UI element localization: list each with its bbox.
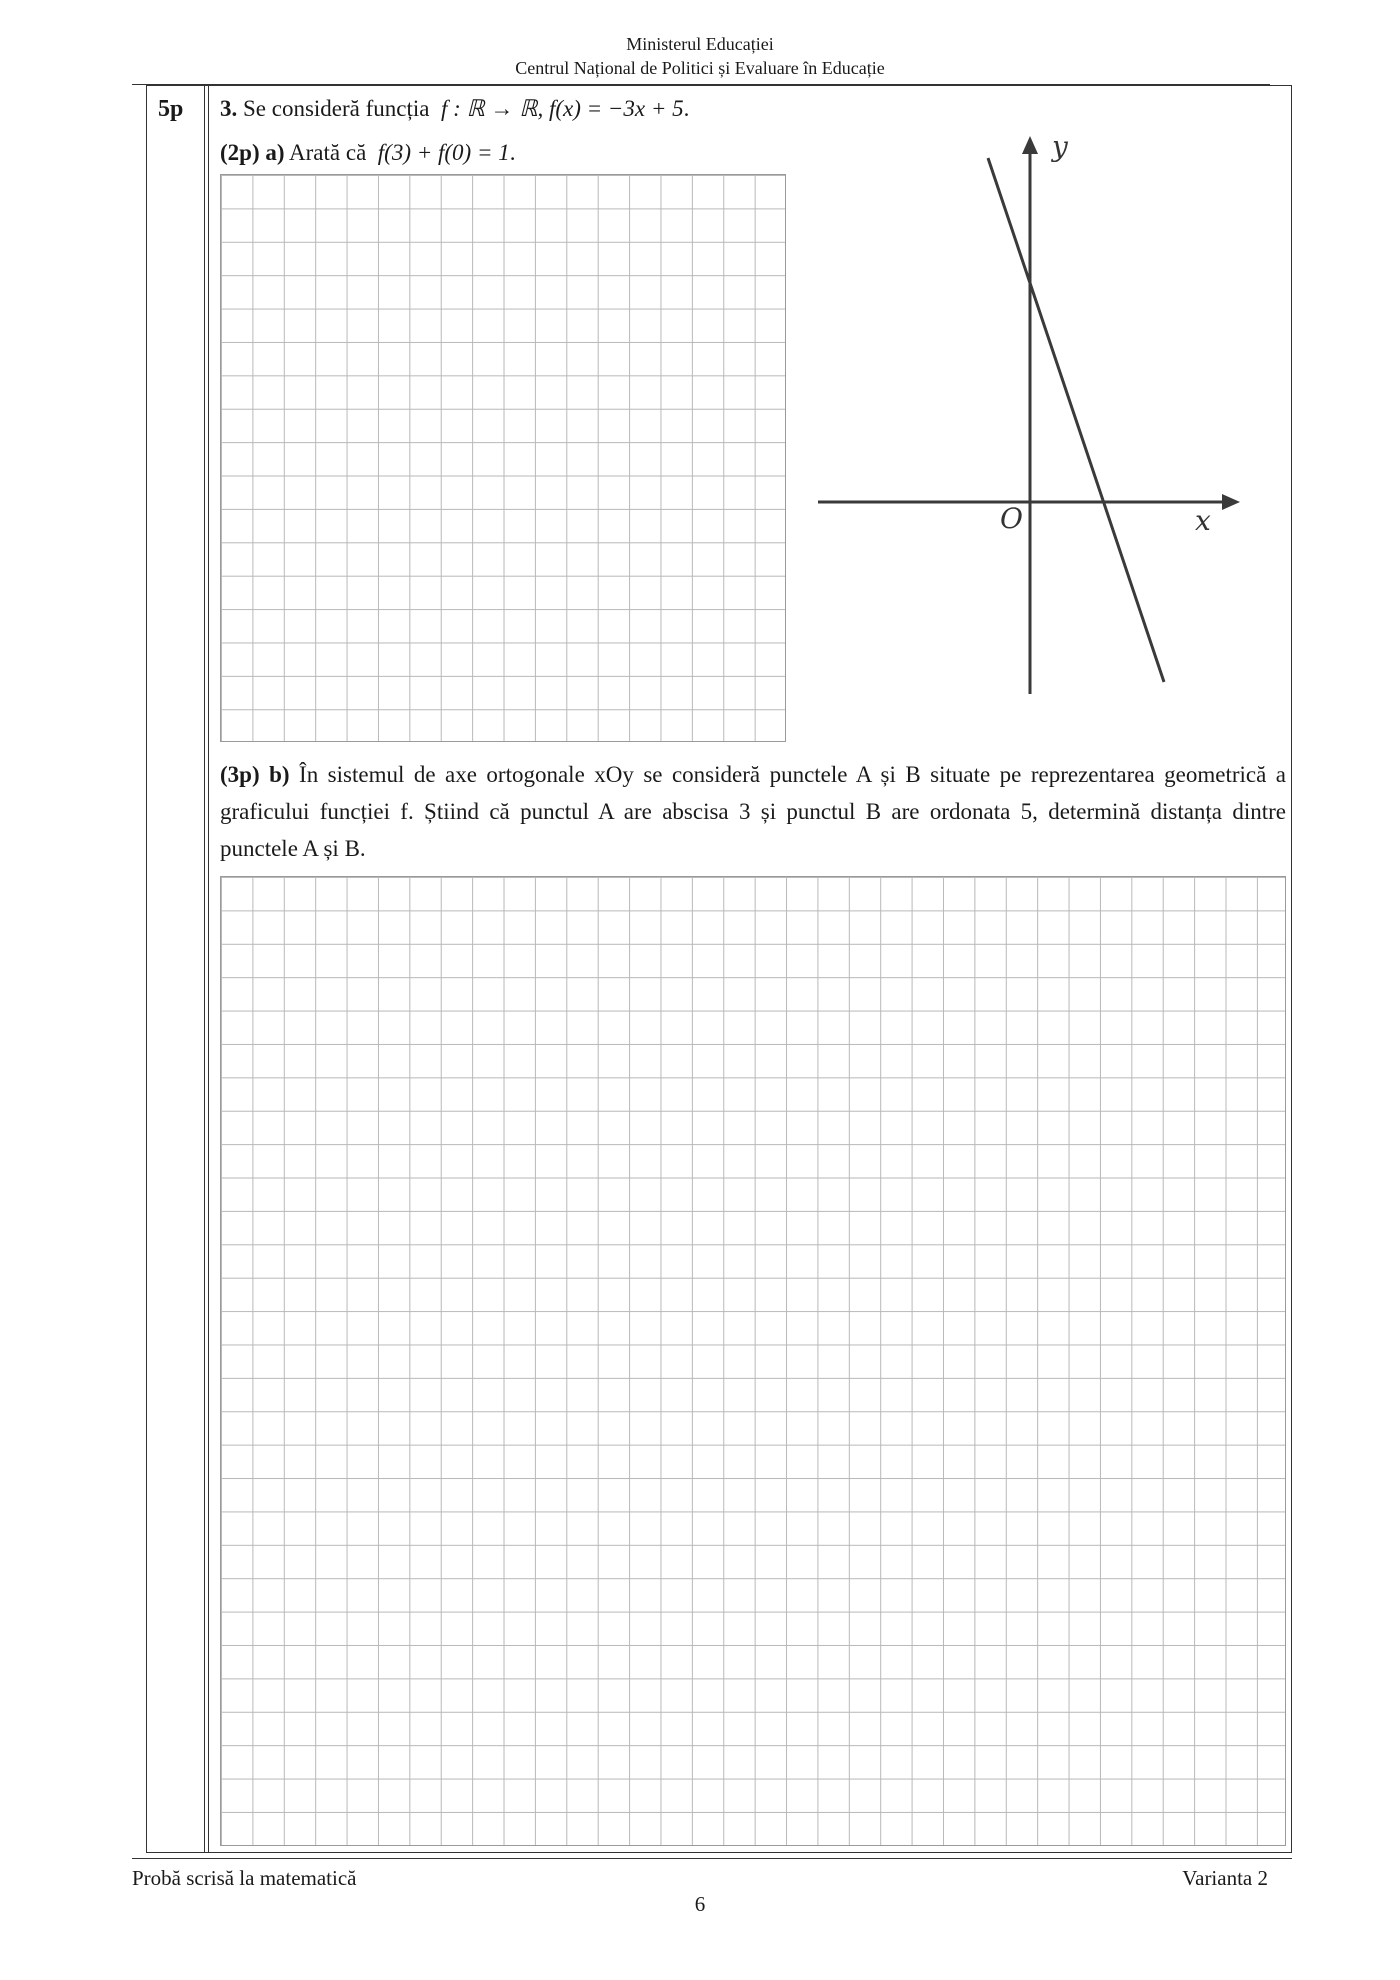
footer-exam-title: Probă scrisă la matematică [132, 1866, 357, 1890]
function-graph-figure [800, 126, 1240, 706]
part-a-text: Arată că [289, 140, 367, 165]
y-axis-arrow [1022, 136, 1038, 154]
statement-end: . [683, 96, 690, 121]
part-a-statement [220, 139, 516, 167]
origin-label: O [1000, 502, 1023, 535]
statement-text: Se consideră funcția [243, 96, 430, 121]
part-a-label: a) [265, 140, 285, 165]
footer-rule [132, 1858, 1292, 1859]
total-points: 5p [158, 96, 184, 122]
y-axis-label: y [1052, 130, 1068, 163]
part-b-text: În sistemul de axe ortogonale xOy se consideră punctele A și B situate pe reprezentarea geometrică a graficului funcției f. Știind că punctul A are abscisa 3 și punctul B are ordonata 5, determină distanța dintre punctele A și B. [220, 762, 1287, 861]
part-b-label: b) [269, 762, 290, 787]
function-line [988, 158, 1164, 682]
page-number: 6 [694, 1892, 706, 1916]
answer-grid-b[interactable] [220, 876, 1286, 1846]
footer-variant: Varianta 2 [1182, 1866, 1268, 1890]
part-a-points: (2p) [220, 140, 260, 165]
part-a-formula: f(3) + f(0) = 1 [377, 140, 510, 165]
header-ministry: Ministerul Educației [626, 34, 774, 54]
part-b-statement [220, 756, 1286, 867]
part-a-end: . [509, 140, 516, 165]
points-column-divider [204, 85, 205, 1853]
problem-statement [220, 95, 689, 123]
answer-grid-a[interactable] [220, 174, 786, 742]
problem-number: 3. [220, 96, 238, 121]
x-axis-arrow [1222, 494, 1240, 510]
part-b-points: (3p) [220, 762, 260, 787]
x-axis-label: x [1195, 504, 1211, 537]
points-column-divider-inner [208, 85, 209, 1853]
header-center: Centrul Național de Politici și Evaluare în Educație [515, 58, 885, 78]
function-definition: f : ℝ → ℝ, f(x) = −3x + 5 [440, 96, 684, 121]
